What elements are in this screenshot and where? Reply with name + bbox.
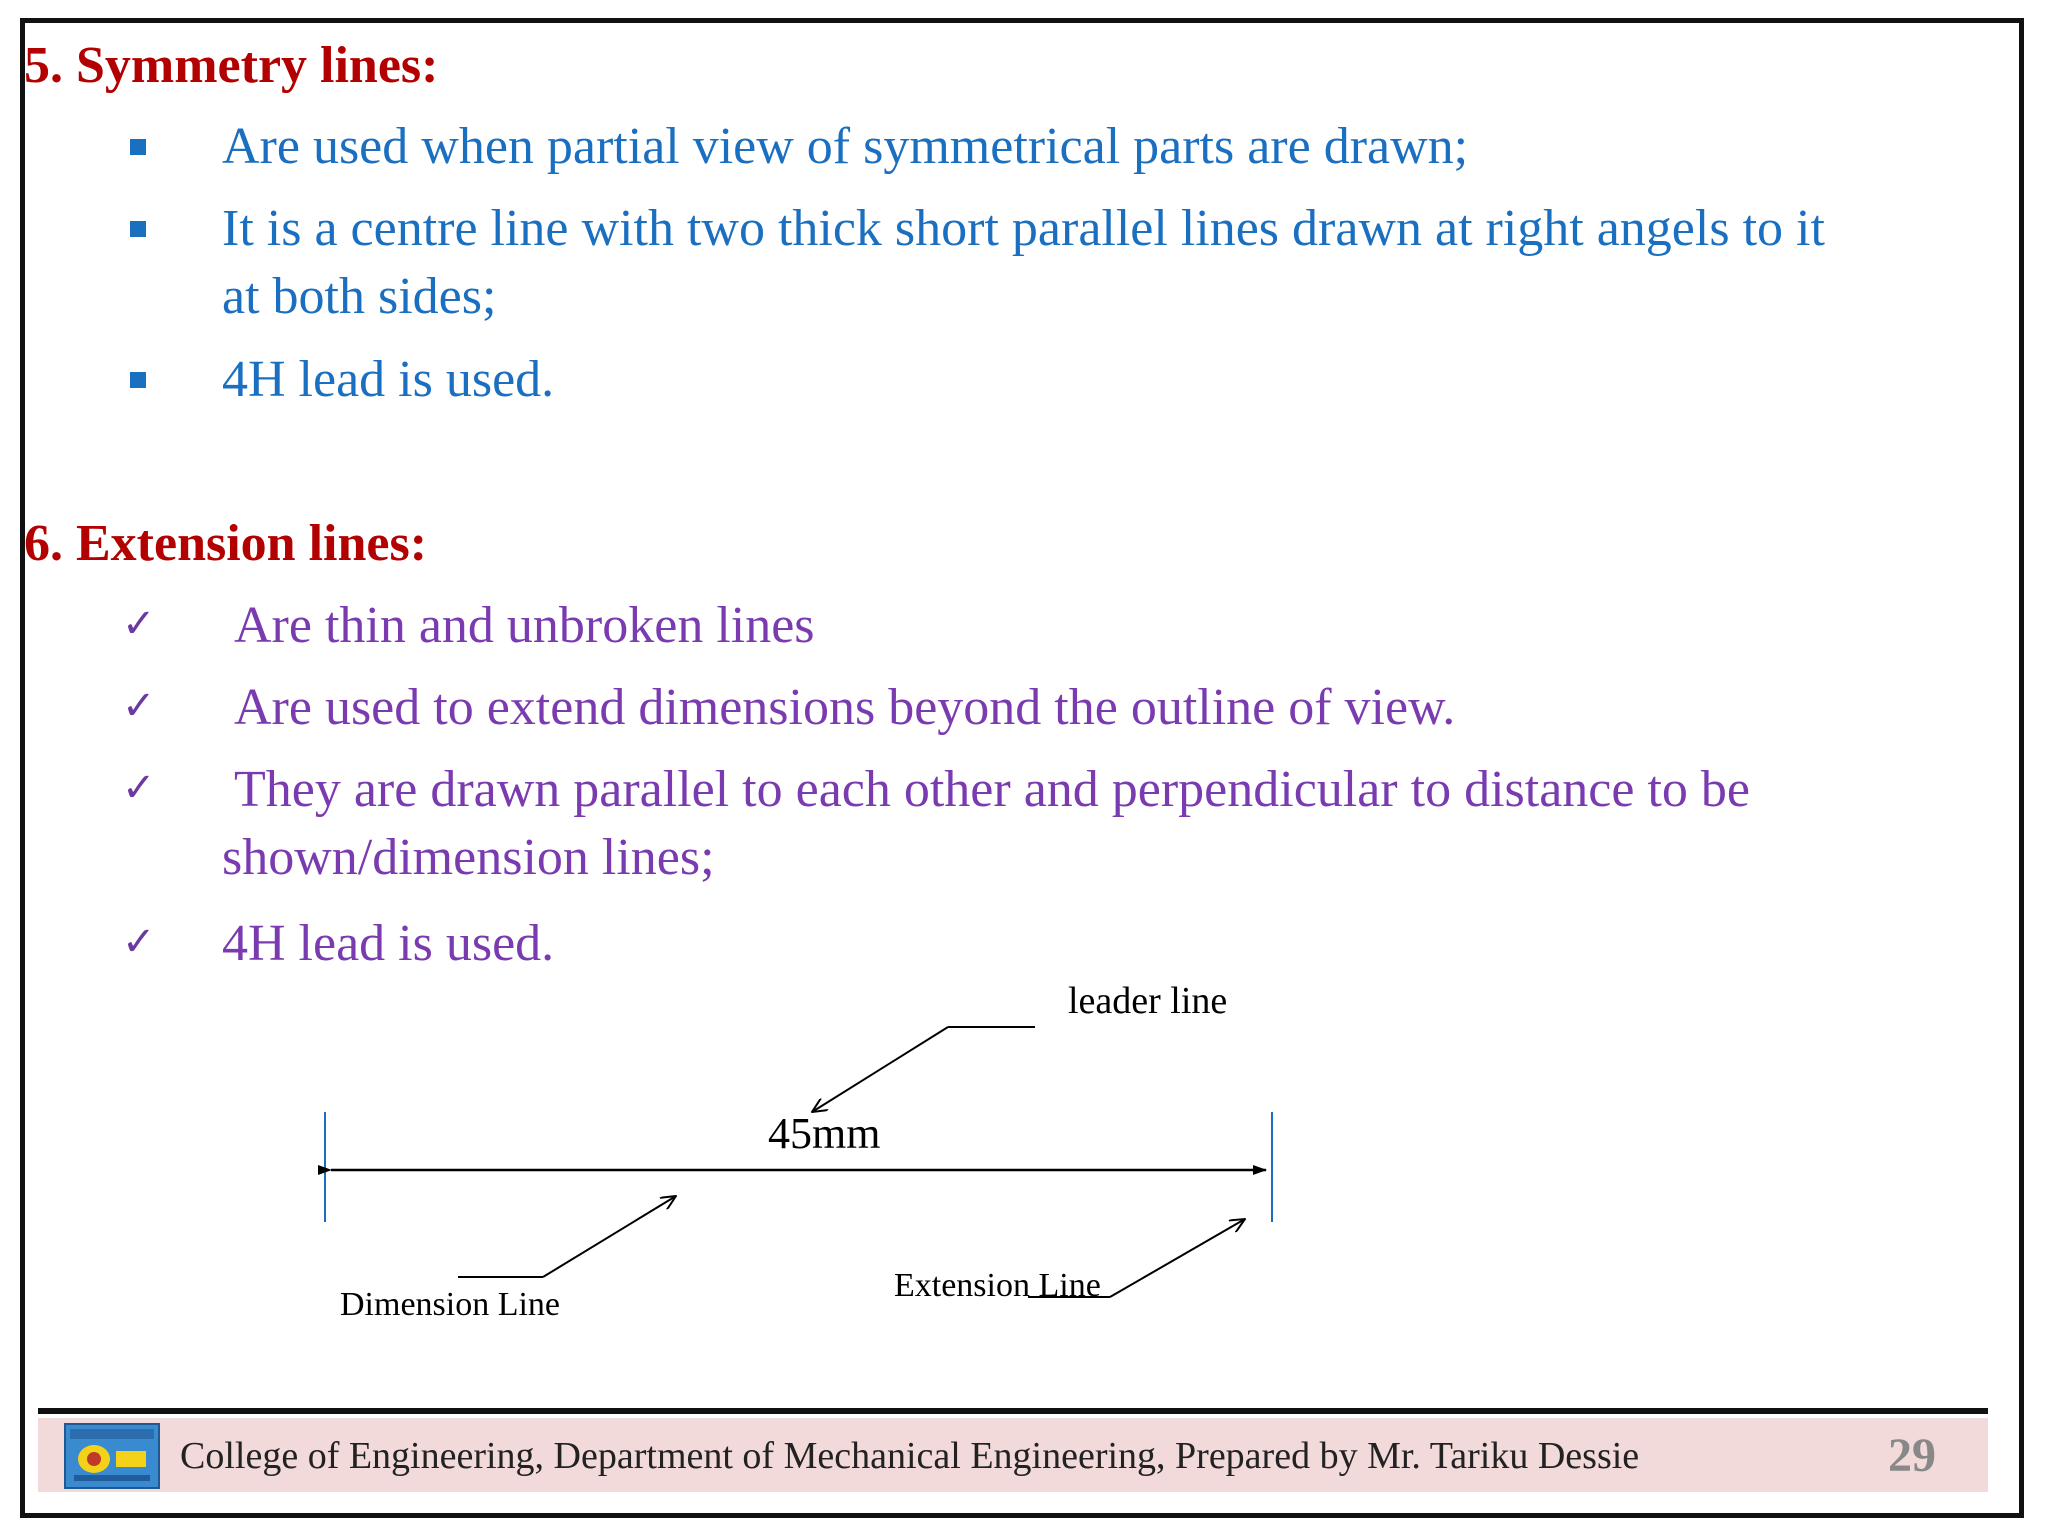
symmetry-bullet-2: It is a centre line with two thick short parallel lines drawn at right angels to it xyxy=(222,200,1825,257)
footer-credit: College of Engineering, Department of Mechanical Engineering, Prepared by Mr. Tariku Dessie xyxy=(180,1435,1640,1477)
symmetry-bullet-1: Are used when partial view of symmetrical parts are drawn; xyxy=(222,118,1469,175)
extension-bullet-3-cont: shown/dimension lines; xyxy=(222,829,715,886)
check-mark-icon: ✓ xyxy=(122,601,156,647)
university-logo-icon xyxy=(64,1423,160,1489)
extension-bullet-3: They are drawn parallel to each other and perpendicular to distance to be xyxy=(234,761,1750,818)
leader-line-arrow xyxy=(812,1027,948,1112)
dimension-line-label: Dimension Line xyxy=(340,1286,561,1323)
check-mark-icon: ✓ xyxy=(122,683,156,729)
extension-bullet-4: 4H lead is used. xyxy=(222,915,555,972)
symmetry-bullet-3: 4H lead is used. xyxy=(222,351,555,408)
extension-bullet-2: Are used to extend dimensions beyond the outline of view. xyxy=(234,679,1456,736)
extension-line-label: Extension Line xyxy=(894,1267,1101,1304)
dimension-value: 45mm xyxy=(768,1109,881,1158)
symmetry-bullet-2-cont: at both sides; xyxy=(222,268,497,325)
extension-bullet-1: Are thin and unbroken lines xyxy=(234,597,815,654)
extension-pointer-arrow xyxy=(1110,1219,1245,1297)
leader-line-label: leader line xyxy=(1068,980,1228,1022)
page-number: 29 xyxy=(1888,1429,1936,1482)
section-6-heading: 6. Extension lines: xyxy=(24,515,428,572)
check-mark-icon: ✓ xyxy=(122,765,156,811)
check-mark-icon: ✓ xyxy=(122,919,156,965)
footer-divider xyxy=(38,1408,1988,1414)
section-5-heading: 5. Symmetry lines: xyxy=(24,37,439,94)
dimension-pointer-arrow xyxy=(543,1196,676,1277)
